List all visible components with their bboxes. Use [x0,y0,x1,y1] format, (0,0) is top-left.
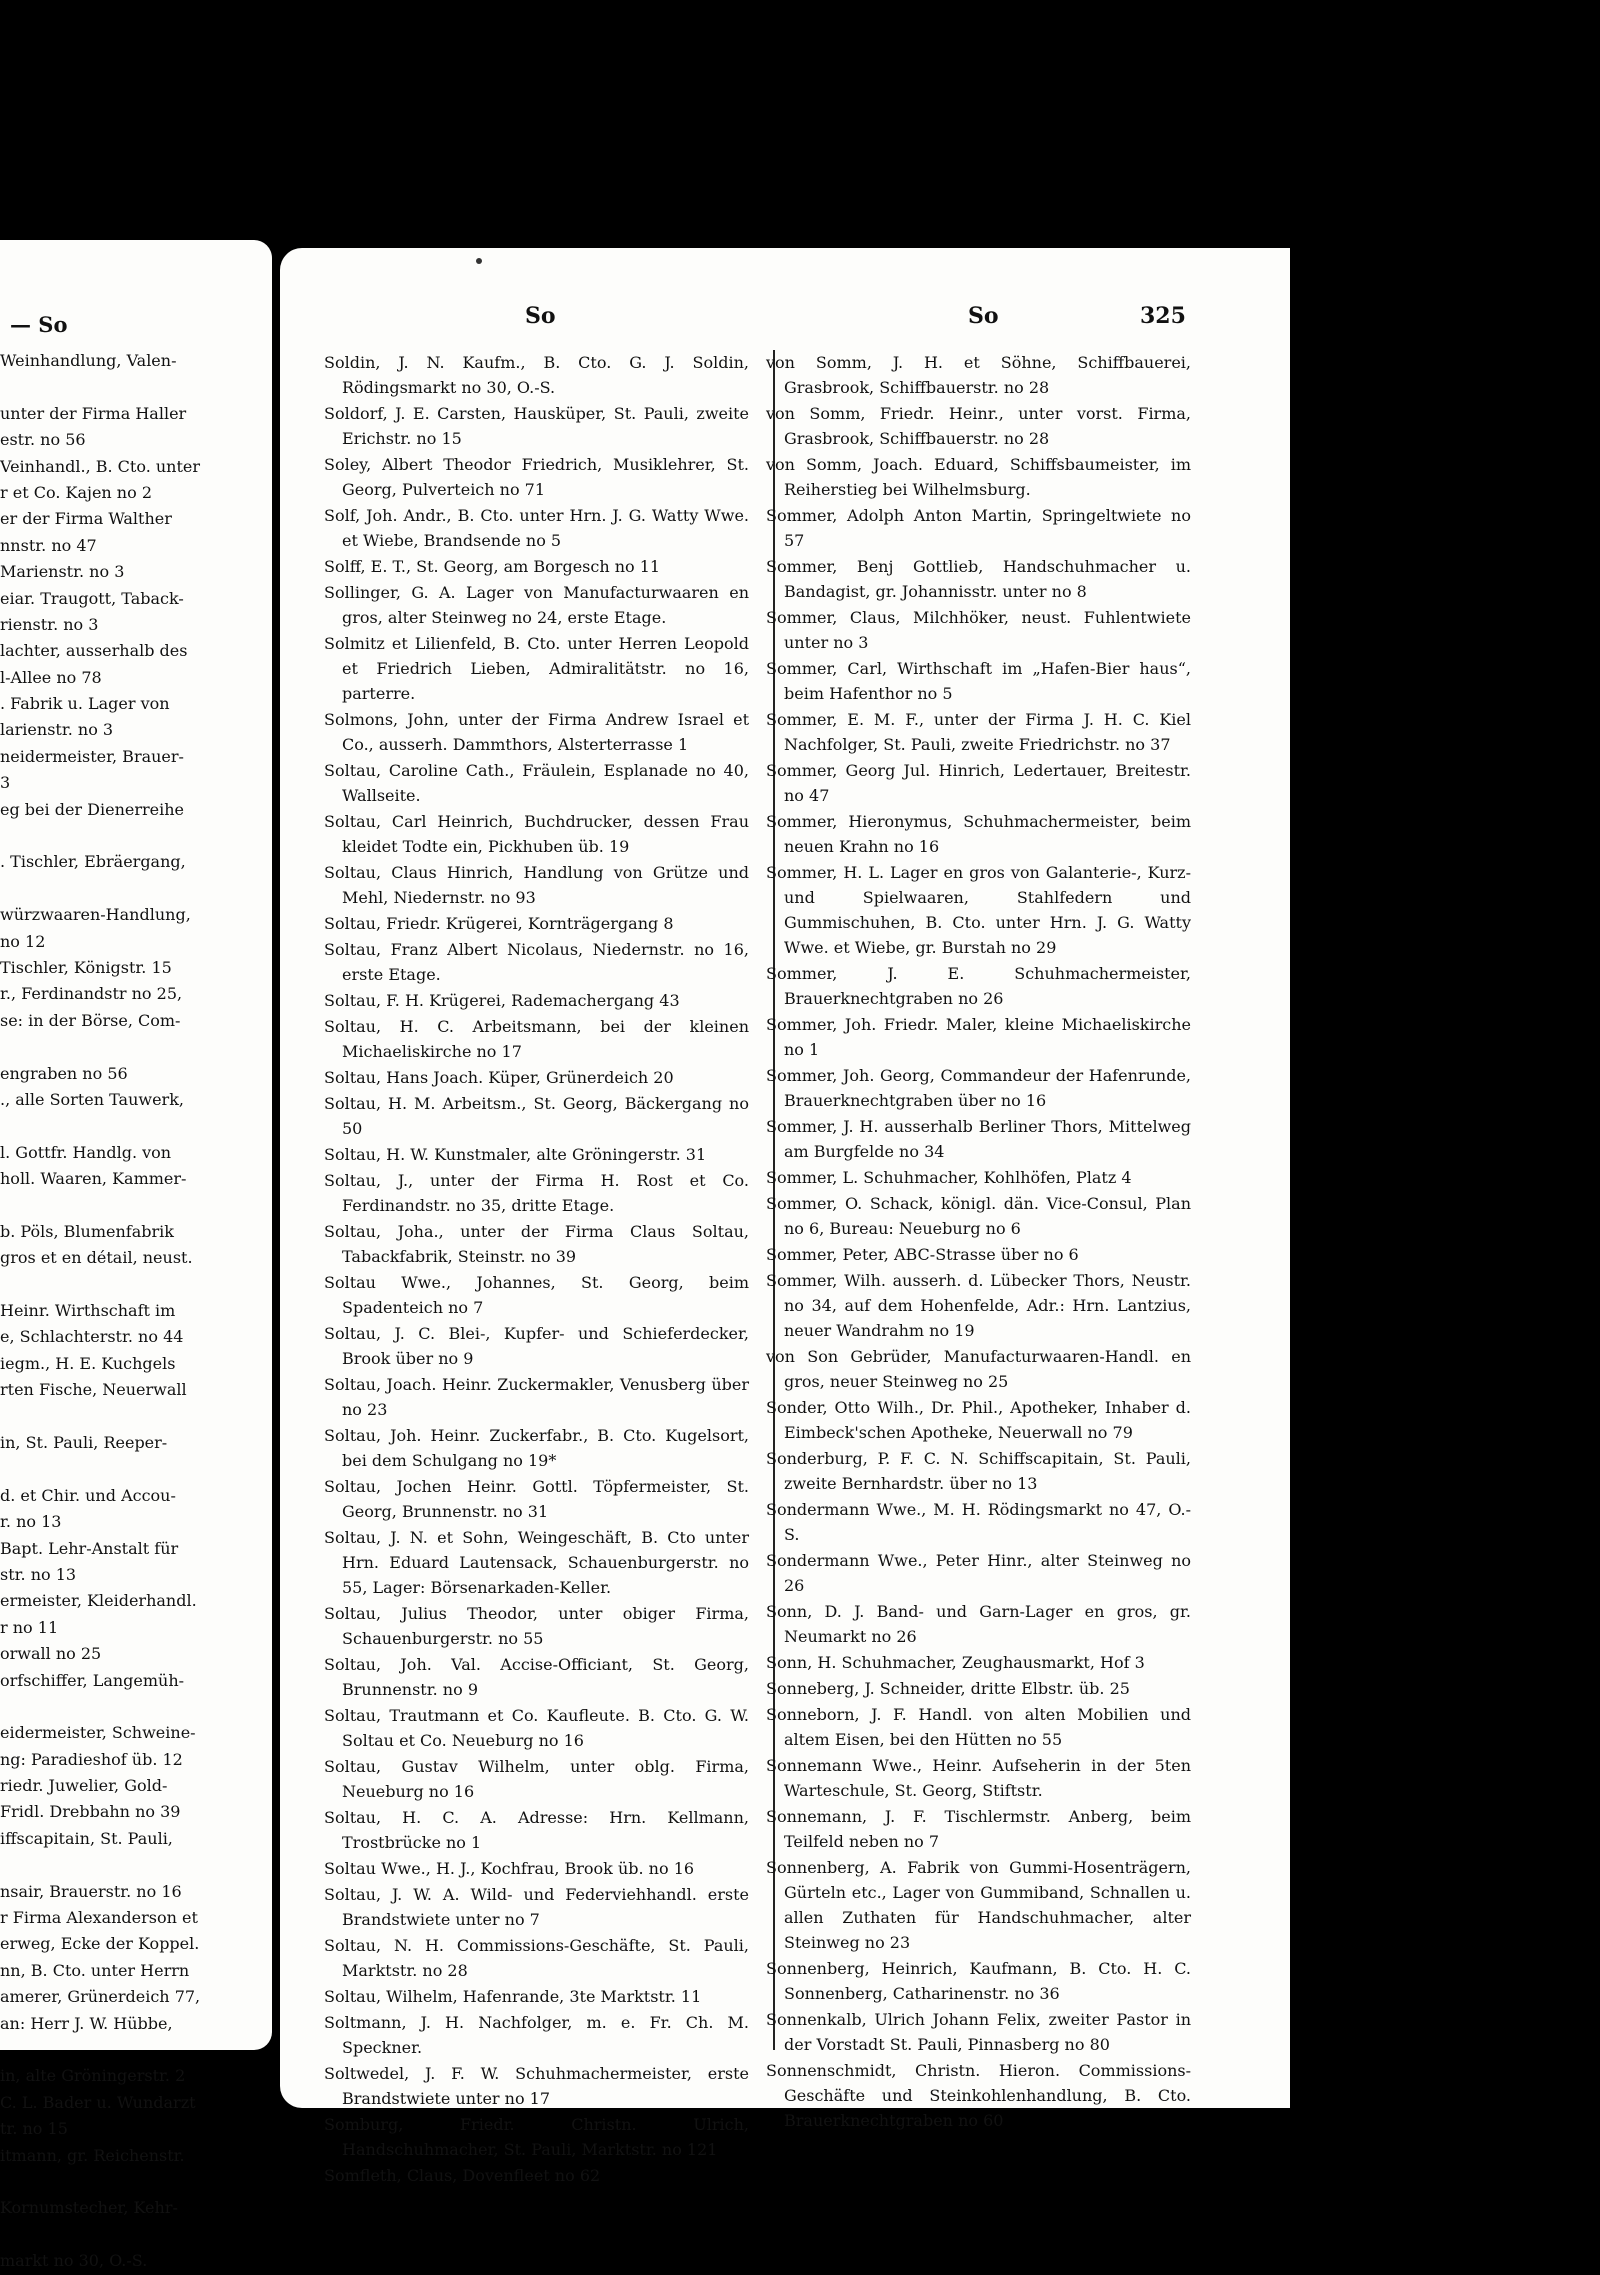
directory-entry: Sollinger, G. A. Lager von Manufacturwaaren en gros, alter Steinweg no 24, erste Etage. [324,583,749,627]
page-number: 325 [1140,303,1186,329]
directory-entry: Soltau, Joh. Heinr. Zuckerfabr., B. Cto. Kugelsort, bei dem Schulgang no 19* [324,1426,749,1470]
left-page-line: eg bei der Dienerreihe [0,799,184,819]
directory-entry: Sonn, D. J. Band- und Garn-Lager en gros, gr. Neumarkt no 26 [766,1602,1191,1646]
left-page-line: nsair, Brauerstr. no 16 [0,1881,182,1901]
directory-entry: Soldin, J. N. Kaufm., B. Cto. G. J. Soldin, Rödingsmarkt no 30, O.-S. [324,353,749,397]
left-page-line [0,1852,262,1878]
left-page-line: ermeister, Kleiderhandl. [0,1591,197,1611]
left-page-line: Heinr. Wirthschaft im [0,1301,176,1321]
left-page-line: itmann, gr. Reichenstr. [0,2145,185,2165]
left-page-line: riedr. Juwelier, Gold- [0,1776,168,1796]
directory-entry: Solmitz et Lilienfeld, B. Cto. unter Herren Leopold et Friedrich Lieben, Admiralitätstr. no 16, parterre. [324,634,749,703]
directory-entry: Soltmann, J. H. Nachfolger, m. e. Fr. Ch. M. Speckner. [324,2013,749,2057]
left-page-line: C. L. Bader u. Wundarzt [0,2092,196,2112]
directory-entry: Somfleth, Claus, Dovenfleet no 62 [324,2166,601,2185]
left-page-line: estr. no 56 [0,430,86,450]
directory-entry: Solmons, John, unter der Firma Andrew Israel et Co., ausserh. Dammthors, Alsterterrasse 1 [324,710,749,754]
left-page-line: lachter, ausserhalb des [0,641,188,661]
directory-entry: Soltau, Carl Heinrich, Buchdrucker, dessen Frau kleidet Todte ein, Pickhuben üb. 19 [324,812,749,856]
left-page-line: r no 11 [0,1617,59,1637]
left-page-line: nnstr. no 47 [0,535,97,555]
left-page-line: iffscapitain, St. Pauli, [0,1828,173,1848]
directory-entry: Sommer, E. M. F., unter der Firma J. H. C. Kiel Nachfolger, St. Pauli, zweite Friedrichstr. no 37 [766,710,1191,754]
running-head-right: So [968,303,999,329]
directory-entry: Soltau, F. H. Krügerei, Rademachergang 43 [324,991,680,1010]
directory-entry: Sonn, H. Schuhmacher, Zeughausmarkt, Hof 3 [766,1653,1145,1672]
directory-entry: Soldorf, J. E. Carsten, Hausküper, St. Pauli, zweite Erichstr. no 15 [324,404,749,448]
directory-entry: Sonnenschmidt, Christn. Hieron. Commissions-Geschäfte und Steinkohlenhandlung, B. Cto. Brauerknechtgraben no 60 [766,2061,1191,2130]
left-page-line [0,876,262,902]
left-page-line: holl. Waaren, Kammer- [0,1169,187,1189]
directory-entry: Solf, Joh. Andr., B. Cto. unter Hrn. J. G. Watty Wwe. et Wiebe, Brandsende no 5 [324,506,749,550]
directory-entry: von Son Gebrüder, Manufacturwaaren-Handl. en gros, neuer Steinweg no 25 [766,1347,1191,1391]
right-page [280,248,1290,2185]
directory-entry: Sommer, L. Schuhmacher, Kohlhöfen, Platz 4 [766,1168,1132,1187]
left-page-line: orfschiffer, Langemüh- [0,1670,185,1690]
directory-entry: Sonneberg, J. Schneider, dritte Elbstr. üb. 25 [766,1679,1130,1698]
directory-entry: Soltau, J., unter der Firma H. Rost et Co. Ferdinandstr. no 35, dritte Etage. [324,1171,749,1215]
directory-entry: Soltau, H. C. A. Adresse: Hrn. Kellmann, Trostbrücke no 1 [324,1808,749,1852]
left-page-line: orwall no 25 [0,1644,102,1664]
directory-entry: Soltau, Trautmann et Co. Kaufleute. B. Cto. G. W. Soltau et Co. Neueburg no 16 [324,1706,749,1750]
left-page-line [0,2222,262,2248]
left-page-line [0,823,262,849]
left-page-line: erweg, Ecke der Koppel. [0,1934,200,1954]
directory-entry: Soltwedel, J. F. W. Schuhmachermeister, erste Brandstwiete unter no 17 [324,2064,749,2108]
directory-entry: Soltau, J. N. et Sohn, Weingeschäft, B. Cto unter Hrn. Eduard Lautensack, Schauenburgerstr. no 55, Lager: Börsenarkaden-Keller. [324,1528,749,1597]
directory-entry: Sonder, Otto Wilh., Dr. Phil., Apotheker, Inhaber d. Eimbeck'schen Apotheke, Neuerwall no 79 [766,1398,1191,1442]
directory-entry: Sommer, O. Schack, königl. dän. Vice-Consul, Plan no 6, Bureau: Neueburg no 6 [766,1194,1191,1238]
directory-column-right [766,350,1191,2134]
left-page-line: l-Allee no 78 [0,667,102,687]
directory-entry: Soltau Wwe., H. J., Kochfrau, Brook üb. no 16 [324,1859,695,1878]
directory-entry: Soltau, J. C. Blei-, Kupfer- und Schieferdecker, Brook über no 9 [324,1324,749,1368]
directory-entry: Sommer, Peter, ABC-Strasse über no 6 [766,1245,1079,1264]
directory-entry: Solff, E. T., St. Georg, am Borgesch no 11 [324,557,661,576]
directory-entry: Sonderburg, P. F. C. N. Schiffscapitain, St. Pauli, zweite Bernhardstr. über no 13 [766,1449,1191,1493]
directory-entry: Soltau, N. H. Commissions-Geschäfte, St. Pauli, Marktstr. no 28 [324,1936,749,1980]
directory-entry: Soltau, Jochen Heinr. Gottl. Töpfermeister, St. Georg, Brunnenstr. no 31 [324,1477,749,1521]
left-page-line: r. no 13 [0,1512,62,1532]
left-page-line: rten Fische, Neuerwall [0,1380,187,1400]
left-page-line: ng: Paradieshof üb. 12 [0,1749,183,1769]
left-page-line: neidermeister, Brauer- [0,746,184,766]
ink-mark [476,258,482,264]
left-page-line: . Fabrik u. Lager von [0,694,170,714]
directory-entry: Soley, Albert Theodor Friedrich, Musiklehrer, St. Georg, Pulverteich no 71 [324,455,749,499]
left-page-line: iegm., H. E. Kuchgels [0,1353,176,1373]
left-page-line: eidermeister, Schweine- [0,1723,196,1743]
directory-entry: Sondermann Wwe., Peter Hinr., alter Steinweg no 26 [766,1551,1191,1595]
left-page-line [0,1034,262,1060]
left-page-line: gros et en détail, neust. [0,1248,193,1268]
left-page-line: markt no 30, O.-S. [0,2251,148,2271]
directory-entry: Sommer, Benj Gottlieb, Handschuhmacher u. Bandagist, gr. Johannisstr. unter no 8 [766,557,1191,601]
left-page-line: str. no 13 [0,1564,77,1584]
left-page-line: Kornumstecher, Kehr- [0,2198,178,2218]
running-head-left: So [525,303,556,329]
left-page-line: eiar. Traugott, Taback- [0,588,184,608]
left-page-text [0,348,262,2275]
directory-entry: Soltau, H. C. Arbeitsmann, bei der kleinen Michaeliskirche no 17 [324,1017,749,1061]
left-page-line: Marienstr. no 3 [0,562,125,582]
directory-entry: Sommer, Georg Jul. Hinrich, Ledertauer, Breitestr. no 47 [766,761,1191,805]
directory-entry: Sommer, H. L. Lager en gros von Galanterie-, Kurz- und Spielwaaren, Stahlfedern und Gummischuhen, B. Cto. unter Hrn. J. G. Watty Wwe. et Wiebe, gr. Burstah no 29 [766,863,1191,957]
directory-entry: Soltau Wwe., Johannes, St. Georg, beim Spadenteich no 7 [324,1273,749,1317]
left-page-line: unter der Firma Haller [0,403,187,423]
directory-entry: Sommer, Hieronymus, Schuhmachermeister, beim neuen Krahn no 16 [766,812,1191,856]
directory-entry: Sonnemann Wwe., Heinr. Aufseherin in der 5ten Warteschule, St. Georg, Stiftstr. [766,1756,1191,1800]
left-page-line: Bapt. Lehr-Anstalt für [0,1538,179,1558]
left-page-line [0,1272,262,1298]
left-page-line: amerer, Grünerdeich 77, [0,1987,201,2007]
directory-entry: Sommer, Joh. Friedr. Maler, kleine Michaeliskirche no 1 [766,1015,1191,1059]
directory-entry: Somburg, Friedr. Christn. Ulrich, Handschuhmacher, St. Pauli, Marktstr. no 121 [324,2115,749,2159]
directory-entry: Soltau, Franz Albert Nicolaus, Niedernstr. no 16, erste Etage. [324,940,749,984]
directory-entry: Soltau, Claus Hinrich, Handlung von Grütze und Mehl, Niedernstr. no 93 [324,863,749,907]
left-page-line [0,1694,262,1720]
directory-entry: Soltau, Wilhelm, Hafenrande, 3te Marktstr. 11 [324,1987,702,2006]
directory-entry: Soltau, Caroline Cath., Fräulein, Esplanade no 40, Wallseite. [324,761,749,805]
directory-entry: Sommer, Carl, Wirthschaft im „Hafen-Bier haus“, beim Hafenthor no 5 [766,659,1191,703]
directory-entry: von Somm, J. H. et Söhne, Schiffbauerei, Grasbrook, Schiffbauerstr. no 28 [766,353,1191,397]
left-page-line [0,1193,262,1219]
left-page-line: an: Herr J. W. Hübbe, [0,2013,173,2033]
left-page-line: Weinhandlung, Valen- [0,351,177,370]
directory-entry: von Somm, Joach. Eduard, Schiffsbaumeister, im Reiherstieg bei Wilhelmsburg. [766,455,1191,499]
left-page-line: in, St. Pauli, Reeper- [0,1433,168,1453]
left-page-line: r Firma Alexanderson et [0,1908,198,1928]
directory-column-left [324,350,749,2189]
left-page-line [0,2037,262,2063]
directory-entry: Sonnenberg, A. Fabrik von Gummi-Hosenträgern, Gürteln etc., Lager von Gummiband, Schnallen u. allen Zuthaten für Handschuhmacher, alter Steinweg no 23 [766,1858,1191,1952]
directory-entry: Soltau, Friedr. Krügerei, Kornträgergang 8 [324,914,674,933]
directory-entry: Soltau, Joha., unter der Firma Claus Soltau, Tabackfabrik, Steinstr. no 39 [324,1222,749,1266]
left-page-line: d. et Chir. und Accou- [0,1485,176,1505]
directory-entry: Soltau, H. W. Kunstmaler, alte Gröningerstr. 31 [324,1145,707,1164]
left-page-line [0,1404,262,1430]
directory-entry: Sommer, J. E. Schuhmachermeister, Brauerknechtgraben no 26 [766,964,1191,1008]
left-page-line [0,1456,262,1482]
left-page-line: engraben no 56 [0,1063,128,1083]
left-page-line: r., Ferdinandstr no 25, [0,984,183,1004]
left-page-line: tr. no 15 [0,2119,68,2139]
left-page-line: 3 [0,773,11,793]
directory-entry: Sommer, J. H. ausserhalb Berliner Thors, Mittelweg am Burgfelde no 34 [766,1117,1191,1161]
left-page-line: würzwaaren-Handlung, [0,905,191,925]
directory-entry: Soltau, Gustav Wilhelm, unter oblg. Firma, Neueburg no 16 [324,1757,749,1801]
left-page-line [0,374,262,400]
left-page-line: Veinhandl., B. Cto. unter [0,456,201,476]
directory-entry: Sommer, Joh. Georg, Commandeur der Hafenrunde, Brauerknechtgraben über no 16 [766,1066,1191,1110]
directory-entry: Sondermann Wwe., M. H. Rödingsmarkt no 47, O.-S. [766,1500,1191,1544]
left-page-line: se: in der Börse, Com- [0,1010,181,1030]
directory-entry: von Somm, Friedr. Heinr., unter vorst. Firma, Grasbrook, Schiffbauerstr. no 28 [766,404,1191,448]
directory-entry: Soltau, J. W. A. Wild- und Federviehhandl. erste Brandstwiete unter no 7 [324,1885,749,1929]
directory-entry: Sonnemann, J. F. Tischlermstr. Anberg, beim Teilfeld neben no 7 [766,1807,1191,1851]
left-page-line: Tischler, Königstr. 15 [0,957,172,977]
left-page-line: b. Pöls, Blumenfabrik [0,1221,174,1241]
left-page-line: nn, B. Cto. unter Herrn [0,1960,190,1980]
directory-entry: Sommer, Claus, Milchhöker, neust. Fuhlentwiete unter no 3 [766,608,1191,652]
left-page-header: — So [10,312,68,337]
directory-entry: Sonnenberg, Heinrich, Kaufmann, B. Cto. H. C. Sonnenberg, Catharinenstr. no 36 [766,1959,1191,2003]
left-page-line: er der Firma Walther [0,509,172,529]
left-page-line: l. Gottfr. Handlg. von [0,1142,172,1162]
directory-entry: Soltau, Hans Joach. Küper, Grünerdeich 20 [324,1068,674,1087]
left-page-line: Fridl. Drebbahn no 39 [0,1802,181,1822]
left-page-line: . Tischler, Ebräergang, [0,852,186,872]
left-page-line: no 12 [0,931,46,951]
left-page-line: ., alle Sorten Tauwerk, [0,1089,184,1109]
left-page-line: e, Schlachterstr. no 44 [0,1327,184,1347]
directory-entry: Sonneborn, J. F. Handl. von alten Mobilien und altem Eisen, bei den Hütten no 55 [766,1705,1191,1749]
left-page [0,240,272,2271]
left-page-line: in, alte Gröningerstr. 2 [0,2066,186,2086]
left-page-line: r et Co. Kajen no 2 [0,482,152,502]
directory-entry: Soltau, Joach. Heinr. Zuckermakler, Venusberg über no 23 [324,1375,749,1419]
left-page-line [0,2169,262,2195]
directory-entry: Soltau, Julius Theodor, unter obiger Firma, Schauenburgerstr. no 55 [324,1604,749,1648]
left-page-line [0,1113,262,1139]
directory-entry: Soltau, H. M. Arbeitsm., St. Georg, Bäckergang no 50 [324,1094,749,1138]
left-page-line: rienstr. no 3 [0,614,99,634]
directory-entry: Soltau, Joh. Val. Accise-Officiant, St. Georg, Brunnenstr. no 9 [324,1655,749,1699]
directory-entry: Sommer, Wilh. ausserh. d. Lübecker Thors, Neustr. no 34, auf dem Hohenfelde, Adr.: Hrn. Lantzius, neuer Wandrahm no 19 [766,1271,1191,1340]
directory-entry: Sonnenkalb, Ulrich Johann Felix, zweiter Pastor in der Vorstadt St. Pauli, Pinnasberg no 80 [766,2010,1191,2054]
directory-entry: Sommer, Adolph Anton Martin, Springeltwiete no 57 [766,506,1191,550]
left-page-line: larienstr. no 3 [0,720,114,740]
